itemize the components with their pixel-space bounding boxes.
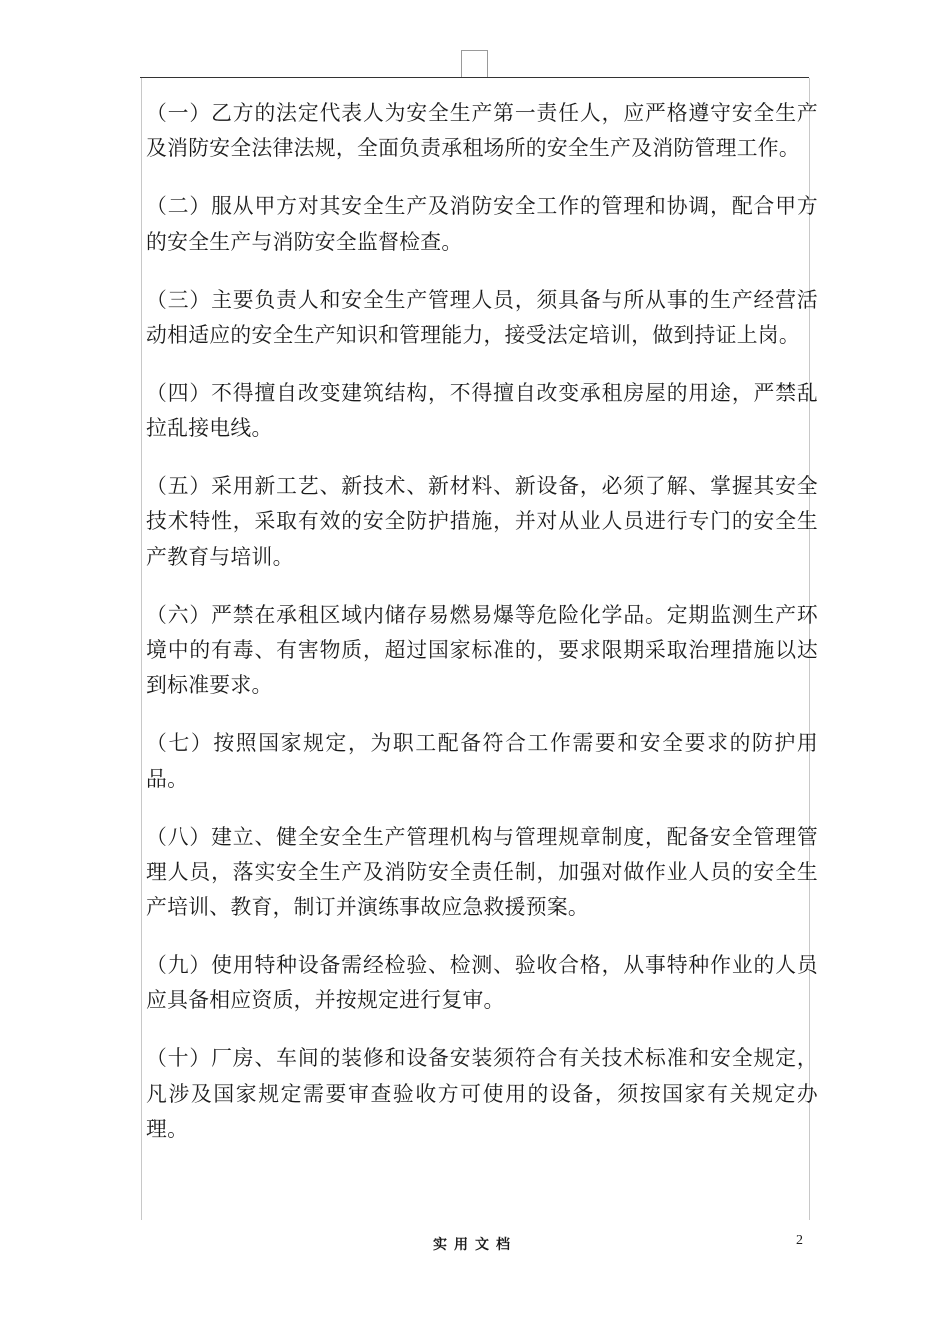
page-number: 2: [796, 1233, 803, 1248]
clause-2: （二）服从甲方对其安全生产及消防安全工作的管理和协调，配合甲方的安全生产与消防安全监督检查。: [146, 194, 818, 254]
footer-label: 实用文档: [433, 1237, 517, 1253]
clause-1: （一）乙方的法定代表人为安全生产第一责任人，应严格遵守安全生产及消防安全法律法规，全面负责承租场所的安全生产及消防管理工作。: [146, 101, 818, 161]
clause-8: （八）建立、健全安全生产管理机构与管理规章制度，配备安全管理管理人员，落实安全生产及消防安全责任制，加强对做作业人员的安全生产培训、教育，制订并演练事故应急救援预案。: [146, 824, 818, 920]
clause-10: （十）厂房、车间的装修和设备安装须符合有关技术标准和安全规定，凡涉及国家规定需要审查验收方可使用的设备，须按国家有关规定办理。: [146, 1046, 818, 1142]
clause-4: （四）不得擅自改变建筑结构，不得擅自改变承租房屋的用途，严禁乱拉乱接电线。: [146, 380, 818, 441]
clause-7: （七）按照国家规定，为职工配备符合工作需要和安全要求的防护用品。: [146, 731, 818, 791]
header-marker-box: [461, 50, 488, 77]
header-rule: [140, 77, 809, 78]
document-body: [146, 96, 818, 1170]
clause-6: （六）严禁在承租区域内储存易燃易爆等危险化学品。定期监测生产环境中的有毒、有害物质，超过国家标准的，要求限期采取治理措施以达到标准要求。: [146, 602, 818, 698]
clause-9: （九）使用特种设备需经检验、检测、验收合格，从事特种作业的人员应具备相应资质，并按规定进行复审。: [146, 953, 818, 1013]
text-frame-left-border: [141, 78, 142, 1220]
clause-3: （三）主要负责人和安全生产管理人员，须具备与所从事的生产经营活动相适应的安全生产知识和管理能力，接受法定培训，做到持证上岗。: [146, 287, 818, 347]
clause-5: （五）采用新工艺、新技术、新材料、新设备，必须了解、掌握其安全技术特性，采取有效的安全防护措施，并对从业人员进行专门的安全生产教育与培训。: [146, 474, 818, 569]
